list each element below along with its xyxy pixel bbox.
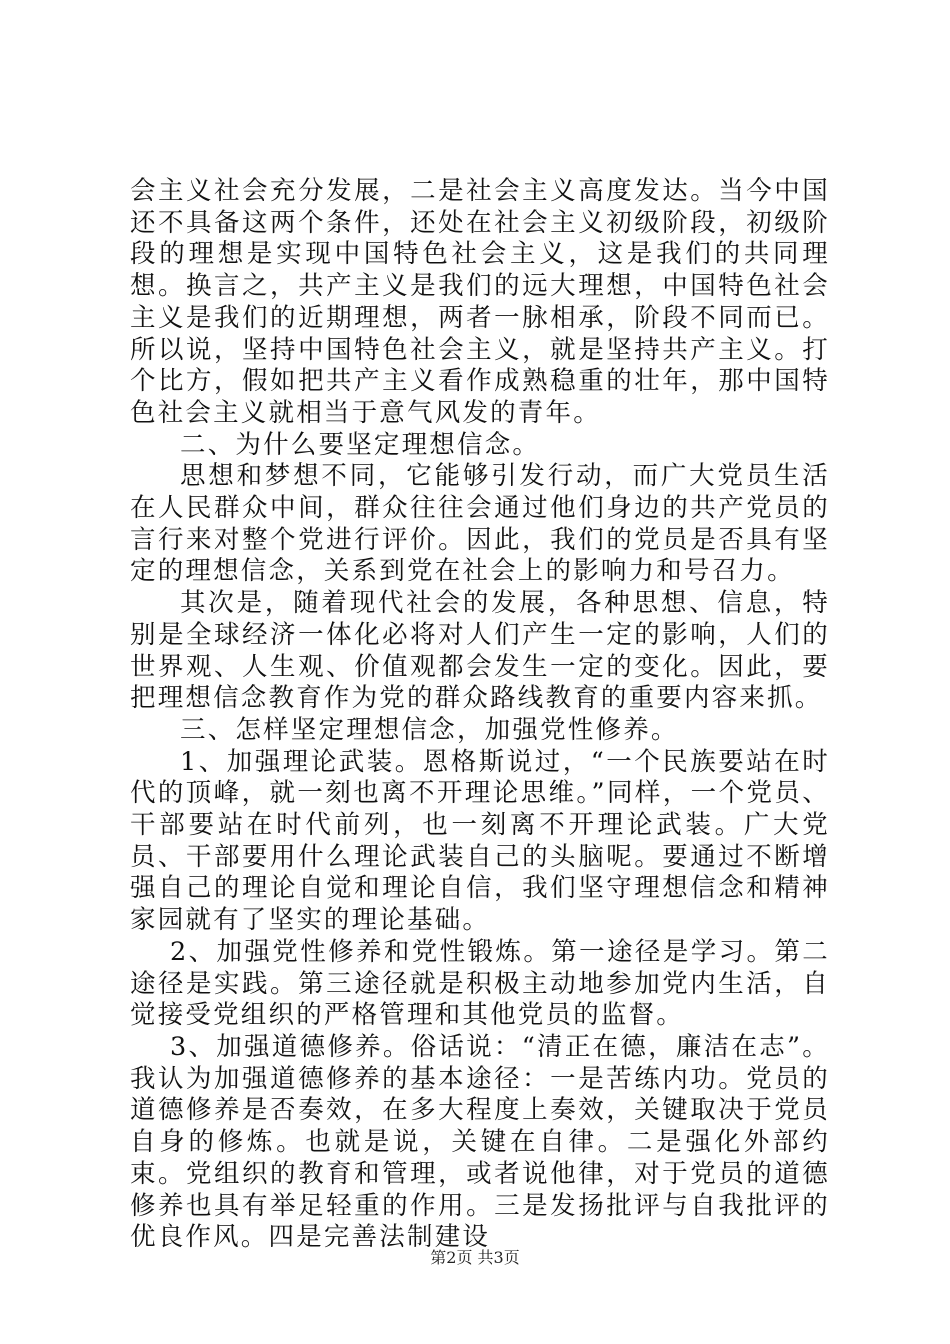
paragraph-continuation: 会主义社会充分发展，二是社会主义高度发达。当今中国还不具备这两个条件，还处在社会主义初级阶段，初级阶段的理想是实现中国特色社会主义，这是我们的共同理想。换言之，共产主义是我们的远大理想，中国特色社会主义是我们的近期理想，两者一脉相承，阶段不同而已。所以说，坚持中国特色社会主义，就是坚持共产主义。打个比方，假如把共产主义看作成熟稳重的壮年，那中国特色社会主义就相当于意气风发的青年。	[130, 176, 830, 428]
paragraph-item-3: 3、加强道德修养。俗话说：“清正在德，廉洁在志”。我认为加强道德修养的基本途径：一是苦练内功。党员的道德修养是否奏效，在多大程度上奏效，关键取决于党员自身的修炼。也就是说，关键在自律。二是强化外部约束。党组织的教育和管理，或者说他律，对于党员的道德修养也具有举足轻重的作用。三是发扬批评与自我批评的优良作风。四是完善法制建设	[130, 1031, 830, 1253]
paragraph-secondly: 其次是，随着现代社会的发展，各种思想、信息，特别是全球经济一体化必将对人们产生一定的影响，人们的世界观、人生观、价值观都会发生一定的变化。因此，要把理想信念教育作为党的群众路线教育的重要内容来抓。	[130, 588, 830, 714]
section-heading-3: 三、怎样坚定理想信念，加强党性修养。	[180, 714, 679, 745]
document-body	[130, 176, 830, 1254]
paragraph-thoughts-and-dreams: 思想和梦想不同，它能够引发行动，而广大党员生活在人民群众中间，群众往往会通过他们身边的共产党员的言行来对整个党进行评价。因此，我们的党员是否具有坚定的理想信念，关系到党在社会上的影响力和号召力。	[130, 461, 830, 587]
page-footer: 第2页 共3页	[430, 1248, 520, 1267]
paragraph-item-1: 1、加强理论武装。恩格斯说过，“一个民族要站在时代的顶峰，就一刻也离不开理论思维。”同样，一个党员、干部要站在时代前列，也一刻离不开理论武装。广大党员、干部要用什么理论武装自己的头脑呢。要通过不断增强自己的理论自觉和理论自信，我们坚守理想信念和精神家园就有了坚实的理论基础。	[130, 746, 830, 936]
paragraph-item-2: 2、加强党性修养和党性锻炼。第一途径是学习。第二途径是实践。第三途径就是积极主动地参加党内生活，自觉接受党组织的严格管理和其他党员的监督。	[130, 936, 830, 1031]
section-heading-2: 二、为什么要坚定理想信念。	[180, 429, 541, 460]
